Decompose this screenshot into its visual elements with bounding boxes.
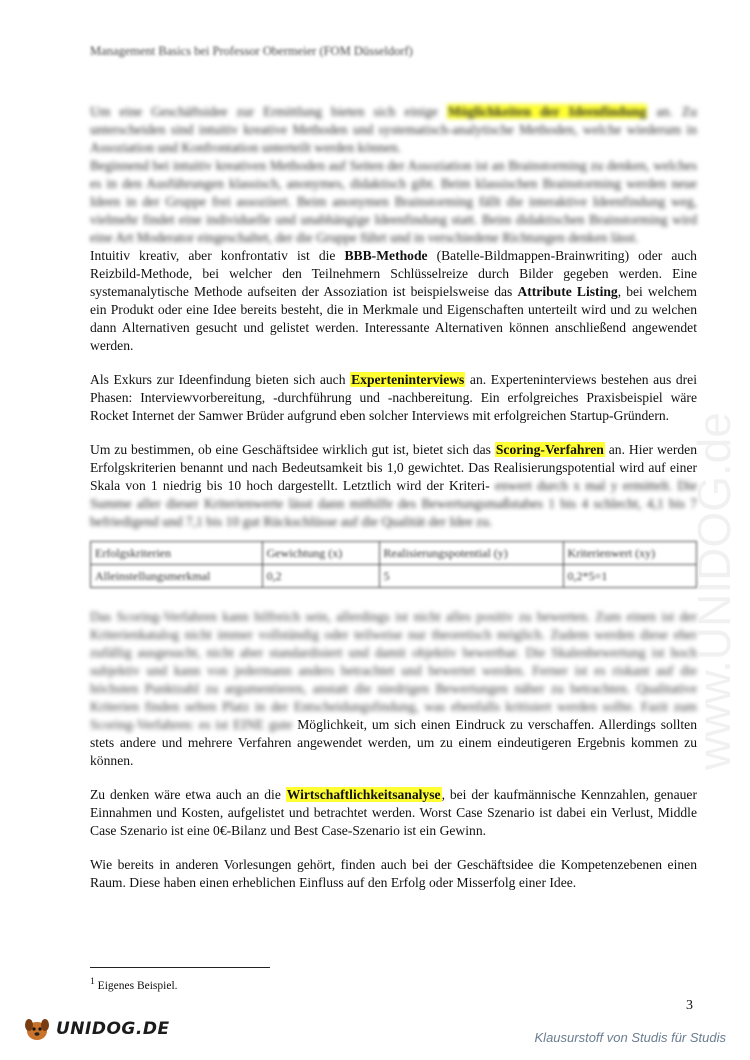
text-span: Intuitiv kreativ, aber konfrontativ ist die [90, 248, 345, 263]
text-span: Wie bereits in anderen Vorlesungen gehört, finden auch bei der Geschäftsidee die Kompetenzebenen einen Raum. Diese haben einen erheblichen Einfluss auf den Erfolg oder Misserfolg einer Idee. [90, 857, 697, 890]
footnote-divider [90, 967, 270, 968]
table-cell: 0,2 [262, 565, 379, 588]
bold-attribute-listing: Attribute Listing [517, 284, 618, 299]
text-span: Als Exkurs zur Ideenfindung bieten sich auch [90, 372, 351, 387]
highlight-experteninterviews: Experteninterviews [351, 372, 465, 387]
text-span: , bei der kaufmännische Kennzahlen, genauer Einnahmen und Kosten, aufgelistet und betrachtet werden. Worst Case Szenario ist dabei ein Verlust, Middle Case Szenario ist eine 0€-Bilanz und Best Case-Szenario ist ein Gewinn. [90, 787, 697, 838]
text-span: an. Experteninterviews bestehen aus drei Phasen: Interviewvorbereitung, -durchführung und -nachbereitung. Ein erfolgreiches Praxisbeispiel wäre Rocket Internet der Samwer Brüder aufgrund eben solcher Interviews mit erfolgreichen Startup-Gründern. [90, 372, 697, 423]
table-cell: 0,2*5=1 [563, 565, 696, 588]
paragraph-scoring-kritik [90, 608, 697, 770]
text-span: Um zu bestimmen, ob eine Geschäftsidee wirklich gut ist, bietet sich das [90, 442, 495, 457]
highlight-ideenfindung: Möglichkeiten der Ideenfindung [447, 104, 647, 119]
paragraph-scoring [90, 441, 697, 531]
text-span: an. Zu unterscheiden sind intuitiv kreative Methoden und systematisch-analytische Methoden, welche wiederum in Assoziation und Konfrontation unterteilt werden können. [90, 104, 698, 155]
text-span: Um eine Geschäftsidee zur Ermittlung bieten sich einige [90, 104, 447, 119]
paragraph-kompetenzebenen [90, 856, 697, 892]
text-span: Möglichkeit, um sich einen Eindruck zu verschaffen. Allerdings sollten stets andere und mehrere Verfahren angewendet werden, um zu einem eindeutigeren Ergebnis kommen zu können. [90, 717, 697, 768]
text-span: Zu denken wäre etwa auch an die [90, 787, 286, 802]
paragraph-bbb-methode [90, 247, 697, 355]
logo-text: UNIDOG.DE [56, 1019, 170, 1039]
page-header: Management Basics bei Professor Obermeier (FOM Düsseldorf) [90, 44, 413, 58]
watermark-label: www.UNIDOG.de [688, 412, 740, 770]
dog-icon [22, 1016, 52, 1042]
body-text [90, 103, 697, 908]
footnote-text: Eigenes Beispiel. [97, 979, 178, 992]
table-header-cell: Erfolgskriterien [91, 542, 263, 565]
table-row [91, 565, 697, 588]
text-span: , bei welchem ein Produkt oder eine Idee bereits besteht, die in Merkmale und Eigenschaften unterteilt wird und zu welchen dann Alternativen gesucht und gelistet werden. Interessante Alternativen können anschließend angewendet werden. [90, 284, 697, 353]
highlight-scoring-verfahren: Scoring-Verfahren [495, 442, 604, 457]
watermark-text [660, 260, 750, 780]
paragraph-brainstorming [90, 157, 697, 247]
paragraph-intro [90, 103, 697, 157]
paragraph-wirtschaftlichkeit [90, 786, 697, 840]
footer-tagline: Klausurstoff von Studis für Studis [534, 1030, 726, 1045]
table-cell: 5 [379, 565, 563, 588]
scoring-table [90, 541, 697, 588]
blurred-text: enwert durch x mal y ermittelt. Die Summe aller dieser Kriterienwerte lässt dann mithilfe des Bewertungsmaßstabes 1 bis 4 schlecht, 4,1 bis 7 befriedigend und 7,1 bis 10 gut Rückschlüsse auf die Qualität der Idee zu. [90, 478, 697, 529]
text-span: Beginnend bei intuitiv kreativen Methoden auf Seiten der Assoziation ist an Brainstorming zu denken, welches es in den Ausführungen klassisch, anonymes, didaktisch gibt. Beim klassischen Brainstorming werden neue Ideen in der Gruppe frei assoziiert. Beim anonymen Brainstorming fällt die interaktive Ideenfindung weg, vielmehr findet eine individuelle und unabhängige Ideenfindung statt. Beim didaktischen Brainstorming wird eine Art Moderator eingeschaltet, der die Gruppe führt und in verschiedene Richtungen denken lässt. [90, 158, 697, 245]
footnote [90, 976, 178, 992]
table-header-cell: Kriterienwert (xy) [563, 542, 696, 565]
table-header-row [91, 542, 697, 565]
text-span: an. Hier werden Erfolgskriterien benannt und nach Bedeutsamkeit bis 1,0 gewichtet. Das Realisierungspotential wird auf einer Skala von 1 niedrig bis 10 hoch dargestellt. Letztlich wird der Kriteri- [90, 442, 697, 493]
unidog-logo [22, 1016, 170, 1042]
table-cell: Alleinstellungsmerkmal [91, 565, 263, 588]
table-header-cell: Gewichtung (x) [262, 542, 379, 565]
table-header-cell: Realisierungspotential (y) [379, 542, 563, 565]
page-number: 3 [686, 998, 693, 1013]
footnote-marker: 1 [90, 976, 95, 987]
bold-bbb-methode: BBB-Methode [344, 248, 428, 263]
paragraph-experteninterviews [90, 371, 697, 425]
highlight-wirtschaftlichkeitsanalyse: Wirtschaftlichkeitsanalyse [286, 787, 441, 802]
text-span: (Batelle-Bildmappen-Brainwriting) oder auch Reizbild-Methode, bei welcher den Teilnehmern Schlüsselreize durch Bilder gegeben werden. Eine systemanalytische Methode aufseiten der Assoziation ist beispielsweise das [90, 248, 697, 299]
blurred-text: Das Scoring-Verfahren kann hilfreich sein, allerdings ist nicht alles positiv zu bewerten. Zum einen ist der Kriterienkatalog nicht immer vollständig oder teilweise nur theoretisch möglich. Zudem werden diese eher zufällig ausgesucht, nicht aber standardisiert und damit objektiv bewertbar. Die Skalenbewertung ist hoch subjektiv und kann von jedermann anders betrachtet und bewertet werden. Ferner ist es riskant auf die höchsten Punktzahl zu argumentieren, anstatt die niedrigen Bewertungen näher zu betrachten. Qualitative Kriterien finden selten Platz in der Entscheidungsfindung, was ebenfalls kritisiert werden sollte. Fazit zum Scoring-Verfahren: es ist EINE gute [90, 609, 697, 732]
